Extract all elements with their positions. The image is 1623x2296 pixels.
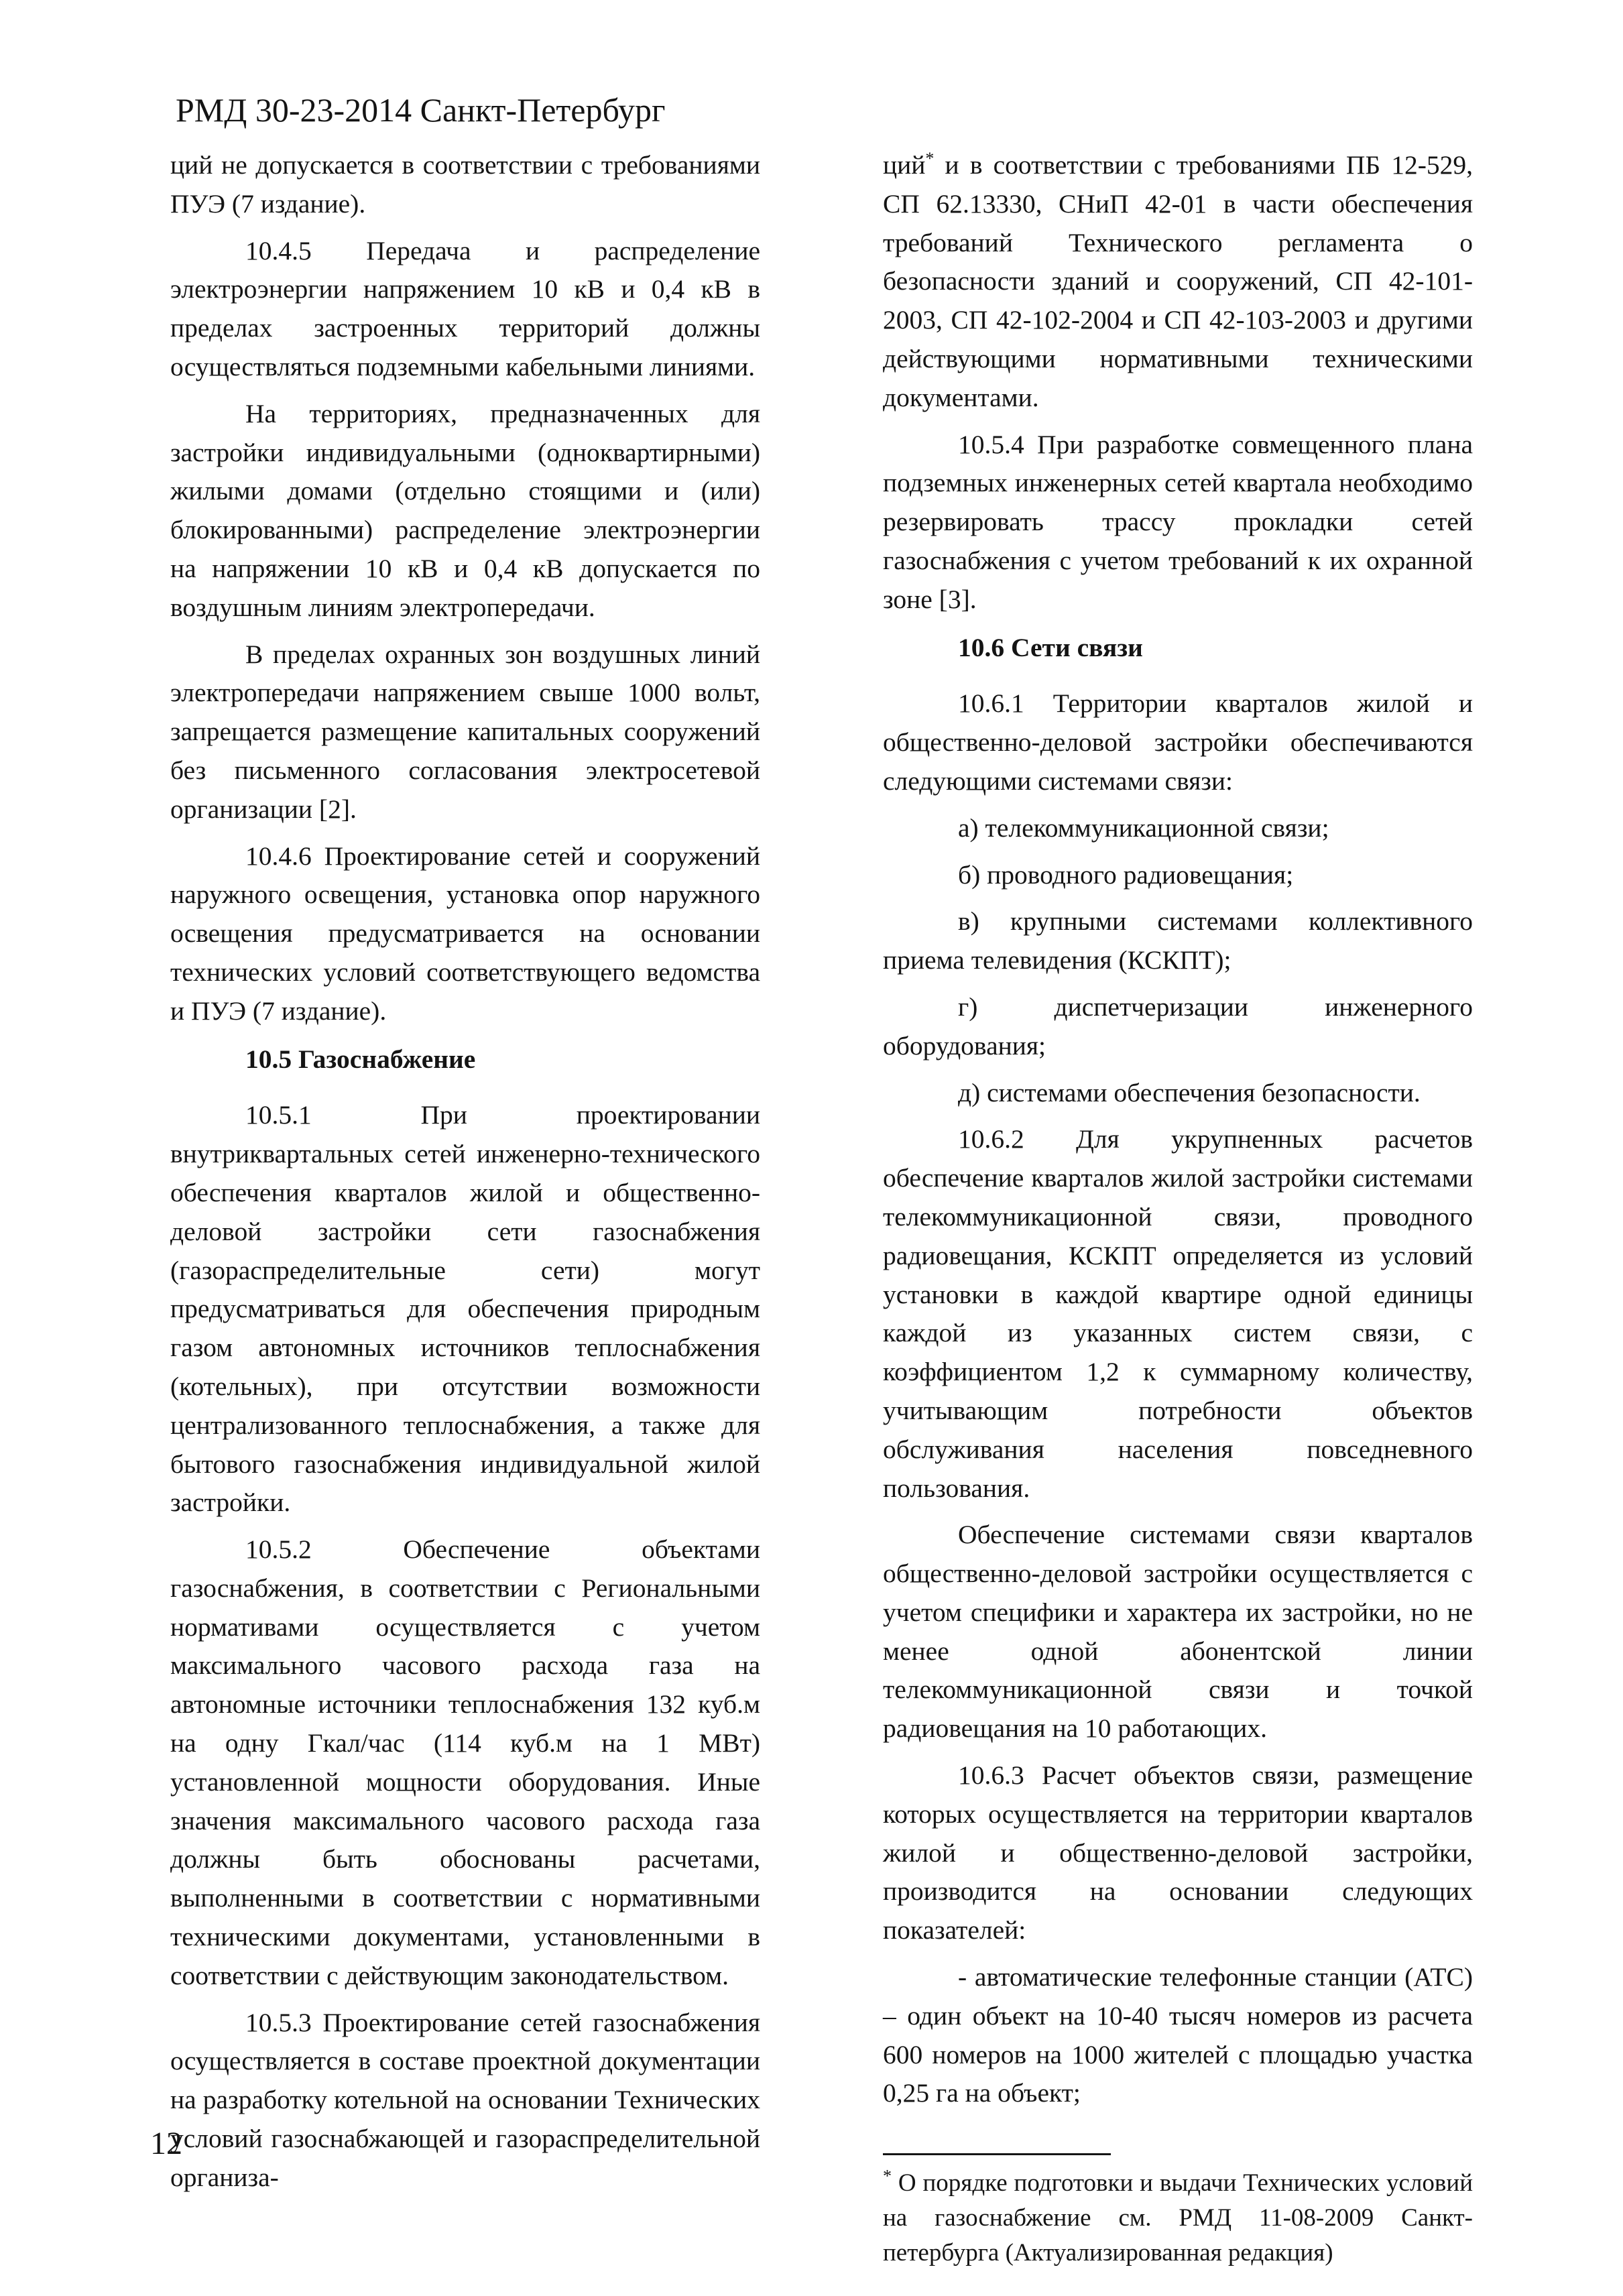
paragraph-continuation: ций не допускается в соответствии с требованиями ПУЭ (7 издание). — [170, 150, 760, 219]
paragraph-10-6-2: 10.6.2 Для укрупненных расчетов обеспечение кварталов жилой застройки системами телекоммуникационной связи, проводного радиовещания, КСКПТ определяется из условий установки в каждой квартире одной единицы каждой из указанных систем связи, с коэффициентом 1,2 к суммарному количеству, учитывающим потребности объектов обслуживания населения повседневного пользования. — [883, 1124, 1473, 1503]
paragraph-10-4-5: 10.4.5 Передача и распределение электроэнергии напряжением 10 кВ и 0,4 кВ в пределах застроенных территорий должны осуществляться подземными кабельными линиями. — [170, 235, 760, 381]
paragraph-10-5-2: 10.5.2 Обеспечение объектами газоснабжения, в соответствии с Региональными нормативами осуществляется с учетом максимального часового расхода газа на автономные источники теплоснабжения 132 куб.м на одну Гкал/час (114 куб.м на 1 МВт) установленной мощности оборудования. Иные значения максимального часового расхода газа должны быть обоснованы расчетами, выполненными в соответствии с нормативными техническими документами, установленными в соответствии с действующим законодательством. — [170, 1534, 760, 1990]
paragraph-continuation-right — [883, 146, 1473, 418]
text-fragment: ций — [883, 150, 926, 180]
paragraph-individual-housing: На территориях, предназначенных для застройки индивидуальными (одноквартирными) жилыми домами (отдельно стоящими и (или) блокированными) распределение электроэнергии на напряжении 10 кВ и 0,4 кВ допускается по воздушным линиям электропередачи. — [170, 398, 760, 622]
list-item-d: г) диспетчеризации инженерного оборудования; — [883, 991, 1473, 1061]
paragraph-10-5-4: 10.5.4 При разработке совмещенного плана подземных инженерных сетей квартала необходимо резервировать трассу прокладки сетей газоснабжения с учетом требований к их охранной зоне [3]. — [883, 429, 1473, 614]
section-title-gas-supply: 10.5 Газоснабжение — [245, 1044, 476, 1074]
footnote-reference: * — [925, 148, 935, 168]
list-item-c: в) крупными системами коллективного приема телевидения (КСКПТ); — [883, 906, 1473, 975]
paragraph-10-5-1: 10.5.1 При проектировании внутриквартальных сетей инженерно-технического обеспечения кварталов жилой и общественно-деловой застройки сети газоснабжения (газораспределительные сети) могут предусматриваться для обеспечения природным газом автономных источников теплоснабжения (котельных), при отсутствии возможности централизованного теплоснабжения, а также для бытового газоснабжения индивидуальной жилой застройки. — [170, 1100, 760, 1518]
right-column — [883, 146, 1473, 2271]
page-number: 12 — [150, 2126, 182, 2161]
list-item-b: б) проводного радиовещания; — [958, 859, 1294, 890]
paragraph-10-6-1: 10.6.1 Территории кварталов жилой и общественно-деловой застройки обеспечиваются следующими системами связи: — [883, 688, 1473, 796]
footnote — [883, 2166, 1473, 2271]
section-title-communications: 10.6 Сети связи — [958, 632, 1143, 662]
list-item-a: а) телекоммуникационной связи; — [958, 812, 1329, 843]
left-column — [170, 146, 760, 2206]
footnote-divider — [883, 2153, 1111, 2155]
paragraph-protection-zones: В пределах охранных зон воздушных линий электропередачи напряжением свыше 1000 вольт, запрещается размещение капитальных сооружений без письменного согласования электросетевой организации [2]. — [170, 639, 760, 824]
paragraph-10-4-6: 10.4.6 Проектирование сетей и сооружений наружного освещения, установка опор наружного освещения предусматривается на основании технических условий соответствующего ведомства и ПУЭ (7 издание). — [170, 841, 760, 1026]
list-item-e: д) системами обеспечения безопасности. — [958, 1077, 1421, 1107]
paragraph-10-6-3: 10.6.3 Расчет объектов связи, размещение которых осуществляется на территории кварталов жилой и общественно-деловой застройки, производится на основании следующих показателей: — [883, 1760, 1473, 1945]
paragraph-10-5-3: 10.5.3 Проектирование сетей газоснабжения осуществляется в составе проектной документации на разработку котельной на основании Технических условий газоснабжающей и газораспределительной организа- — [170, 2007, 760, 2192]
text-fragment: и в соответствии с требованиями ПБ 12-529, СП 62.13330, СНиП 42-01 в части обеспечения требований Технического регламента о безопасности зданий и сооружений, СП 42-101-2003, СП 42-102-2004 и СП 42-103-2003 и другими действующими нормативными техническими документами. — [883, 150, 1473, 412]
footnote-text: О порядке подготовки и выдачи Технических условий на газоснабжение см. РМД 11-08-2009 Санкт-петербурга (Актуализированная редакция) — [883, 2169, 1473, 2267]
footnote-mark: * — [883, 2166, 892, 2186]
paragraph-business-communications: Обеспечение системами связи кварталов общественно-деловой застройки осуществляется с учетом специфики и характера их застройки, но не менее одной абонентской линии телекоммуникационной связи и точкой радиовещания на 10 работающих. — [883, 1520, 1473, 1744]
paragraph-ats: - автоматические телефонные станции (АТС) – один объект на 10-40 тысяч номеров из расчета 600 номеров на 1000 жителей с площадью участка 0,25 га на объект; — [883, 1962, 1473, 2108]
page-header: РМД 30-23-2014 Санкт-Петербург — [176, 91, 666, 129]
